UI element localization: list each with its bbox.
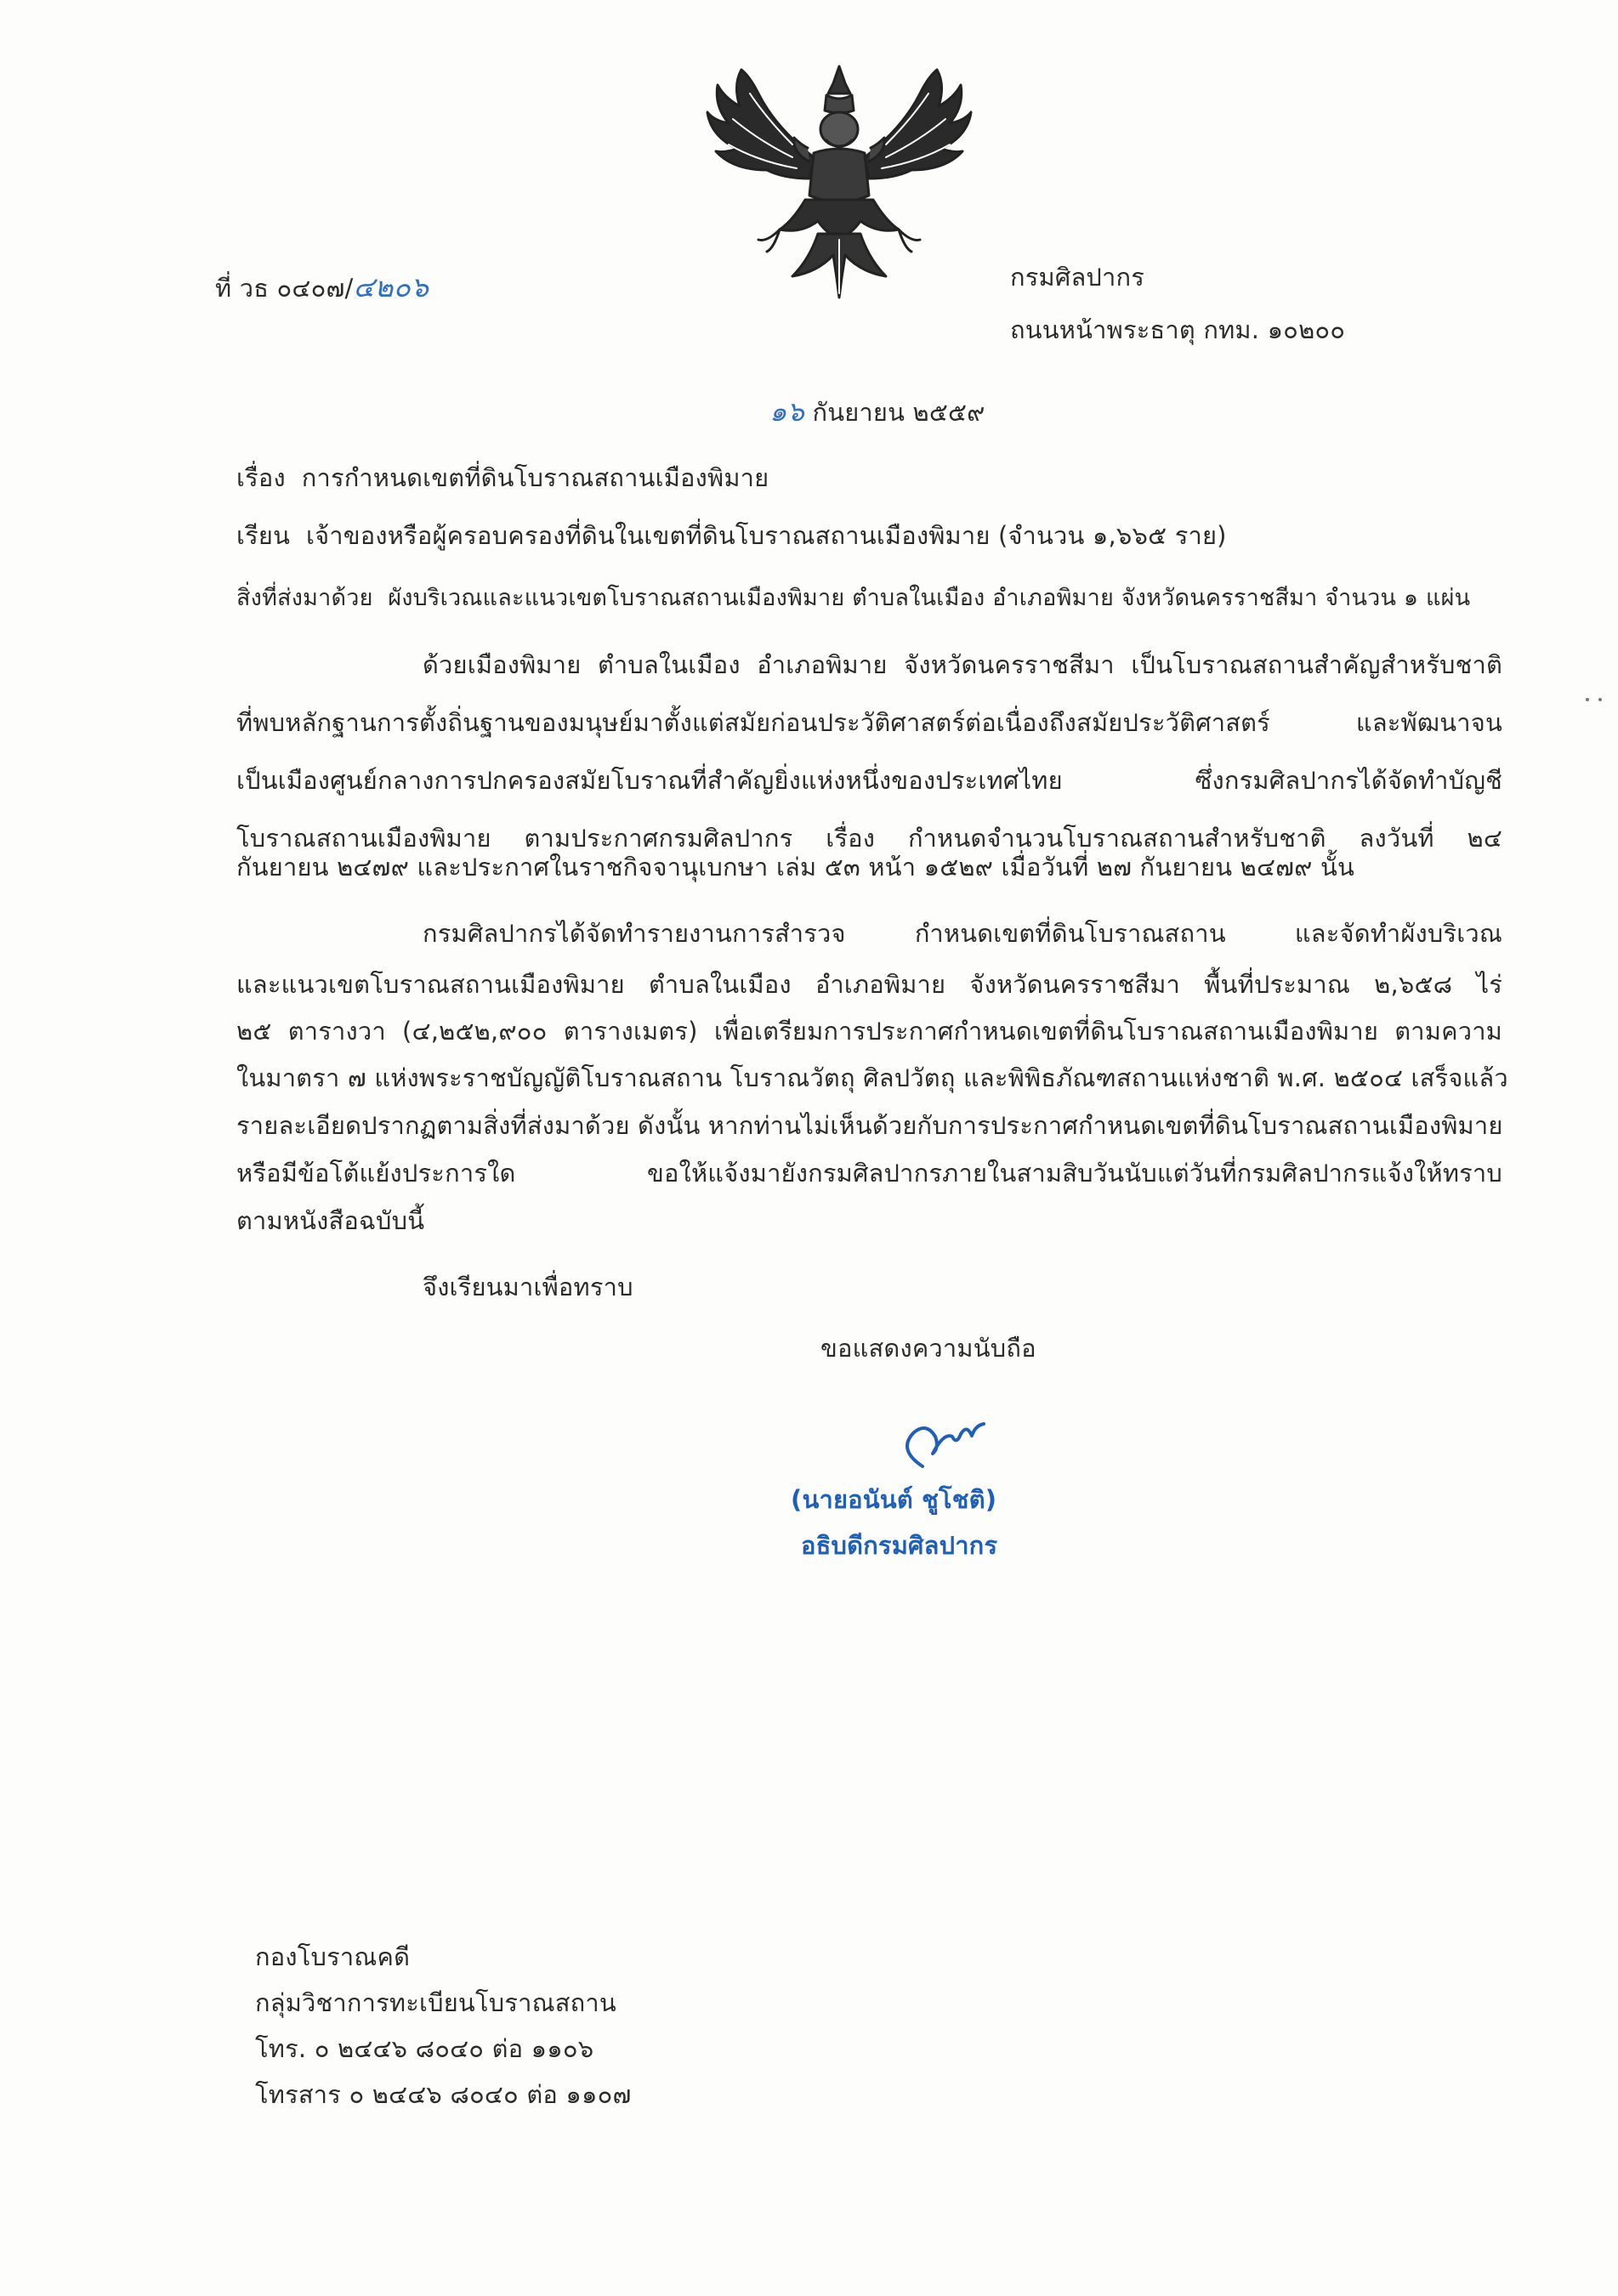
doc-number-prefix: ที่ วธ ๐๔๐๗/: [215, 274, 354, 303]
paragraph-1-line-5: กันยายน ๒๔๗๙ และประกาศในราชกิจจานุเบกษา เล่ม ๕๓ หน้า ๑๕๒๙ เมื่อวันที่ ๒๗ กันยายน ๒๔๗๙ นั้น: [236, 853, 1355, 882]
enclosure-text: ผังบริเวณและแนวเขตโบราณสถานเมืองพิมาย ตำบลในเมือง อำเภอพิมาย จังหวัดนครราชสีมา จำนวน ๑ แผ่น: [388, 585, 1471, 611]
to-label: เรียน: [236, 521, 291, 550]
paragraph-2-line-2: และแนวเขตโบราณสถานเมืองพิมาย ตำบลในเมือง อำเภอพิมาย จังหวัดนครราชสีมา พื้นที่ประมาณ ๒,๖๕๘ ไร่: [236, 970, 1502, 999]
garuda-emblem-icon: [699, 60, 979, 315]
sender-org: กรมศิลปากร: [1010, 263, 1145, 292]
enclosure-line: [236, 581, 1470, 615]
footer-phone: โทร. ๐ ๒๔๔๖ ๘๐๔๐ ต่อ ๑๑๐๖: [255, 2034, 594, 2063]
doc-number-handwritten: ๔๒๐๖: [353, 270, 429, 303]
to-line: [236, 519, 1227, 553]
paragraph-1-line-1: ด้วยเมืองพิมาย ตำบลในเมือง อำเภอพิมาย จังหวัดนครราชสีมา เป็นโบราณสถานสำคัญสำหรับชาติ: [423, 650, 1502, 679]
subject-label: เรื่อง: [236, 463, 286, 492]
paragraph-1-line-3: เป็นเมืองศูนย์กลางการปกครองสมัยโบราณที่สำคัญยิ่งแห่งหนึ่งของประเทศไทย ซึ่งกรมศิลปากรได้จัดทำบัญชี: [236, 766, 1502, 795]
paragraph-1-line-2: ที่พบหลักฐานการตั้งถิ่นฐานของมนุษย์มาตั้งแต่สมัยก่อนประวัติศาสตร์ต่อเนื่องถึงสมัยประวัติศาสตร์ และพัฒนาจน: [236, 708, 1502, 737]
paragraph-2-line-1: กรมศิลปากรได้จัดทำรายงานการสำรวจ กำหนดเขตที่ดินโบราณสถาน และจัดทำผังบริเวณ: [423, 919, 1502, 948]
doc-number: [215, 270, 429, 305]
to-text: เจ้าของหรือผู้ครอบครองที่ดินในเขตที่ดินโบราณสถานเมืองพิมาย (จำนวน ๑,๖๖๕ ราย): [305, 521, 1227, 550]
subject-line: [236, 461, 769, 495]
footer-group: กลุ่มวิชาการทะเบียนโบราณสถาน: [255, 1988, 616, 2017]
signer-title: อธิบดีกรมศิลปากร: [801, 1531, 998, 1560]
paragraph-2-line-4: ในมาตรา ๗ แห่งพระราชบัญญัติโบราณสถาน โบราณวัตถุ ศิลปวัตถุ และพิพิธภัณฑสถานแห่งชาติ พ.ศ. ๒๕๐๔ เสร็จแล้ว: [236, 1063, 1508, 1092]
date-day-handwritten: ๑๖: [769, 395, 805, 428]
enclosure-label: สิ่งที่ส่งมาด้วย: [236, 585, 373, 611]
handwritten-signature: [888, 1415, 1016, 1479]
signer-name: (นายอนันต์ ชูโชติ): [791, 1485, 997, 1514]
paragraph-2-line-7: ตามหนังสือฉบับนี้: [236, 1206, 425, 1235]
date-month-year: กันยายน ๒๕๕๙: [812, 398, 985, 427]
paragraph-2-line-3: ๒๕ ตารางวา (๔,๒๕๒,๙๐๐ ตารางเมตร) เพื่อเตรียมการประกาศกำหนดเขตที่ดินโบราณสถานเมืองพิมาย ตามความ: [236, 1017, 1502, 1046]
regards-text: ขอแสดงความนับถือ: [820, 1334, 1036, 1363]
paragraph-2-line-5: รายละเอียดปรากฏตามสิ่งที่ส่งมาด้วย ดังนั้น หากท่านไม่เห็นด้วยกับการประกาศกำหนดเขตที่ดินโบราณสถานเมืองพิมาย: [236, 1111, 1503, 1140]
closing-line: จึงเรียนมาเพื่อทราบ: [423, 1273, 633, 1301]
sender-address: ถนนหน้าพระธาตุ กทม. ๑๐๒๐๐: [1010, 315, 1346, 344]
margin-marks: [1583, 695, 1607, 704]
subject-text: การกำหนดเขตที่ดินโบราณสถานเมืองพิมาย: [301, 463, 769, 492]
paragraph-2-line-6: หรือมีข้อโต้แย้งประการใด ขอให้แจ้งมายังกรมศิลปากรภายในสามสิบวันนับแต่วันที่กรมศิลปากรแจ้งให้ทราบ: [236, 1159, 1502, 1188]
letter-date: [769, 394, 985, 429]
paragraph-1-line-4: โบราณสถานเมืองพิมาย ตามประกาศกรมศิลปากร เรื่อง กำหนดจำนวนโบราณสถานสำหรับชาติ ลงวันที่ ๒๔: [236, 824, 1502, 853]
footer-division: กองโบราณคดี: [255, 1942, 411, 1971]
footer-fax: โทรสาร ๐ ๒๔๔๖ ๘๐๔๐ ต่อ ๑๑๐๗: [255, 2080, 632, 2109]
